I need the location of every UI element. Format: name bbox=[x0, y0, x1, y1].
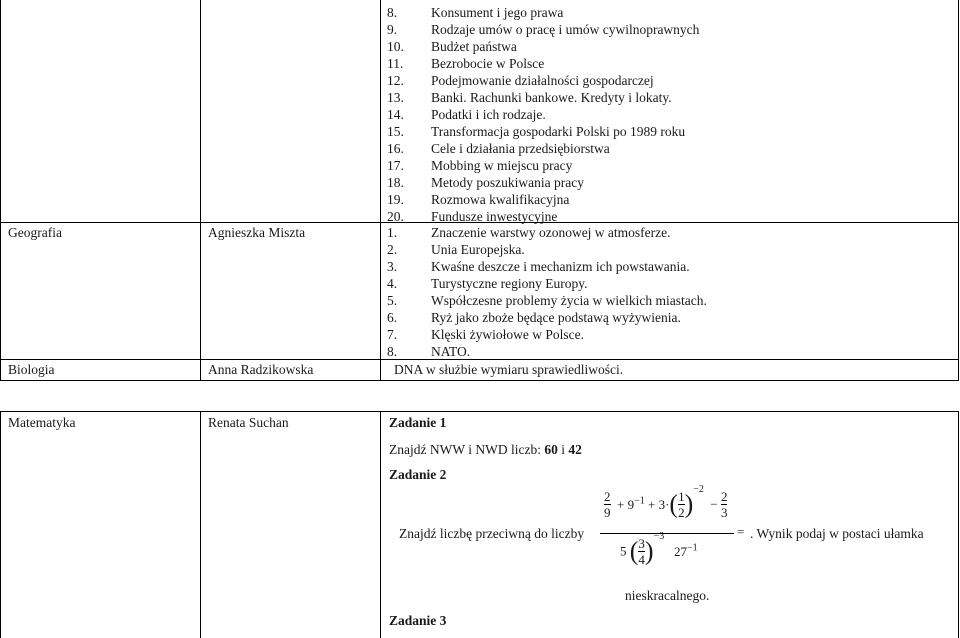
topic-text: Współczesne problemy życia w wielkich miastach. bbox=[431, 293, 707, 308]
topic-text: Mobbing w miejscu pracy bbox=[431, 158, 573, 173]
topic-text: Fundusze inwestycyjne bbox=[431, 209, 558, 224]
table1-bottom-border bbox=[0, 380, 959, 381]
table1-right-border bbox=[958, 0, 959, 380]
task1-text: Znajdź NWW i NWD liczb: 60 i 42 bbox=[389, 442, 582, 457]
table2-left-border bbox=[0, 411, 1, 638]
topic-text: NATO. bbox=[431, 344, 471, 359]
topic-text: Konsument i jego prawa bbox=[431, 5, 564, 20]
table2-right-border bbox=[958, 411, 959, 638]
teacher-geografia: Agnieszka Miszta bbox=[208, 225, 306, 240]
expression-numerator: $\frac{2}{9}$ + $9^{-1} + 3\cdot$( $\frac{1}{2}$ )$^{-2}$ − $\frac{2}{3}$ bbox=[604, 484, 728, 520]
topic-text: Budżet państwa bbox=[431, 39, 517, 54]
topic-text: Transformacja gospodarki Polski po 1989 roku bbox=[431, 124, 686, 139]
topic-text: Bezrobocie w Polsce bbox=[431, 56, 545, 71]
task3-title: Zadanie 3 bbox=[389, 613, 447, 628]
task2-title: Zadanie 2 bbox=[389, 467, 447, 482]
topic-text: Podejmowanie działalności gospodarczej bbox=[431, 73, 654, 88]
topic-text: Cele i działania przedsiębiorstwa bbox=[431, 141, 610, 156]
topic-text: Klęski żywiołowe w Polsce. bbox=[431, 327, 584, 342]
topic-text: Unia Europejska. bbox=[431, 242, 525, 257]
table2-col2-border bbox=[380, 411, 381, 638]
task2-suffix: . Wynik podaj w postaci ułamka bbox=[750, 526, 924, 541]
topic-biologia: DNA w służbie wymiaru sprawiedliwości. bbox=[394, 362, 624, 377]
table1-col2-border bbox=[380, 0, 381, 380]
subject-matematyka: Matematyka bbox=[8, 415, 76, 430]
table1-row-divider-2 bbox=[0, 359, 959, 360]
subject-biologia: Biologia bbox=[8, 362, 55, 377]
task2-expression bbox=[598, 484, 750, 580]
table1-col1-border bbox=[200, 0, 201, 380]
table1-left-border bbox=[0, 0, 1, 380]
expression-main-bar bbox=[600, 533, 734, 534]
topic-text: Turystyczne regiony Europy. bbox=[431, 276, 588, 291]
teacher-biologia: Anna Radzikowska bbox=[208, 362, 314, 377]
topic-text: Rozmowa kwalifikacyjna bbox=[431, 192, 570, 207]
expression-denominator: 5 ( $\frac{3}{4}$ )$^{-3}$ $27^{-1}$ bbox=[620, 531, 698, 567]
topic-text: Rodzaje umów o pracę i umów cywilnoprawnych bbox=[431, 22, 700, 37]
task1-title: Zadanie 1 bbox=[389, 415, 447, 430]
table2-top-border bbox=[0, 411, 959, 412]
task2-tail: nieskracalnego. bbox=[625, 588, 710, 603]
topic-text: Podatki i ich rodzaje. bbox=[431, 107, 546, 122]
topic-text: Banki. Rachunki bankowe. Kredyty i lokaty. bbox=[431, 90, 672, 105]
topic-text: Metody poszukiwania pracy bbox=[431, 175, 584, 190]
table2-col1-border bbox=[200, 411, 201, 638]
topic-text: Ryż jako zboże będące podstawą wyżywienia. bbox=[431, 310, 681, 325]
task2-prefix: Znajdź liczbę przeciwną do liczby bbox=[399, 526, 585, 541]
expression-equals: = bbox=[737, 524, 745, 539]
teacher-matematyka: Renata Suchan bbox=[208, 415, 289, 430]
subject-geografia: Geografia bbox=[8, 225, 62, 240]
topic-text: Znaczenie warstwy ozonowej w atmosferze. bbox=[431, 225, 671, 240]
topic-text: Kwaśne deszcze i mechanizm ich powstawania. bbox=[431, 259, 690, 274]
